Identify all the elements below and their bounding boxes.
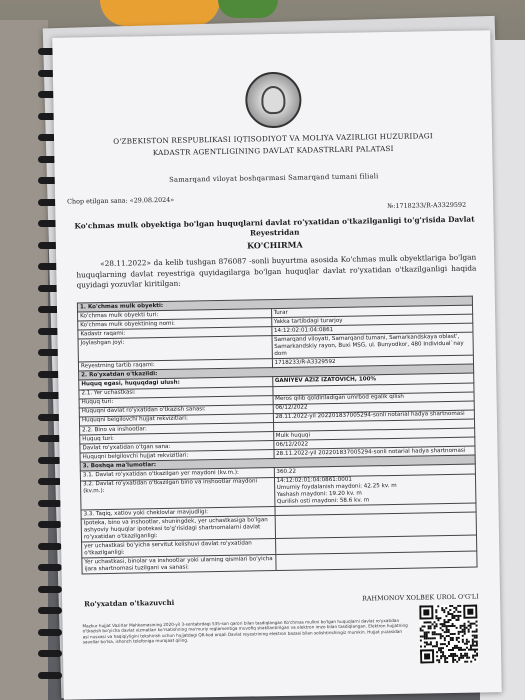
binding-ring — [38, 500, 62, 507]
binder-cover — [0, 20, 48, 700]
field-value: 360.22 — [274, 464, 476, 477]
field-value: Yakka tartibdagi turarjoy — [271, 314, 473, 327]
field-value: 14:12:02:01:04:0861:0001 Umumiy foydalanish maydoni: 42.25 kv. m Yashash maydoni: 19.20 kv. m Qurilish osti maydoni: 58.6 kv. m — [274, 474, 476, 507]
field-label: Huquqni belgilovchi hujjat rekvizitlari: — [79, 413, 273, 425]
document-title-line1: Ko'chmas mulk obyektiga bo'lgan huquqlarni davlat ro'yxatidan o'tkazilganligi to'g'risida Davlat — [74, 214, 475, 231]
field-label: Huquq turi: — [80, 432, 274, 444]
field-label: Ko'chmas mulk obyektining nomi: — [78, 318, 272, 330]
document-title-line2: Reyestridan — [249, 227, 300, 238]
field-value: Samarqand viloyati, Samarqand tumani, Samarkandskaya oblast', Samarkandskiy rayon, Buxi MSG, ul. Bunyodkor, 480 Individual`nay dom — [272, 332, 474, 358]
intro-paragraph: «28.11.2022» da kelib tushgan 876087 -sonli buyurtma asosida Ko'chmas mulk obyektlariga bo'lgan huquqlarning davlat reyestriga quyidagilarga bo'lgan huquqlar davlat ro'yxatidan o'tkazilganligi haqida quyidagi yozuvlar kiritilgan: — [76, 252, 477, 290]
registry-table — [77, 296, 478, 575]
section-heading: 1. Ko'chmas mulk obyekti: — [77, 296, 472, 312]
field-value: Mulk huquqi — [273, 428, 475, 441]
section-heading: 3. Boshqa ma'lumotlar: — [80, 455, 475, 471]
field-value: 14:12:02:01:04:0861 — [271, 323, 473, 336]
binding-ring — [38, 521, 62, 528]
binding-ring — [38, 672, 62, 679]
registrar-name: RAHMONOV XOLBEK UROL O'G'LI — [362, 592, 479, 603]
registrar-label: Ro'yxatdan o'tkazuvchi — [84, 597, 175, 609]
field-label: 2.2. Bino va inshootlar: — [80, 423, 274, 435]
field-value: 06/12/2022 — [273, 401, 475, 414]
field-value: 28.11.2022-yil 202201837005294-sonli notarial hadya shartnomasi — [274, 446, 476, 459]
field-label: Yer uchastkasi, binolar va inshootlar yoki ularning qismlari bo'yicha ijara shartnomasi tuzilgani va sanasi: — [82, 555, 276, 574]
field-label: Kadastr raqami: — [78, 327, 272, 339]
binding-ring — [38, 586, 62, 593]
field-value: Turar — [271, 305, 473, 318]
field-value: GANIYEV AZIZ IZATOVICH, 100% — [272, 374, 474, 387]
background-object-green — [218, 0, 278, 18]
document-page — [52, 30, 501, 700]
field-label: Reyestrning tartib raqami: — [78, 359, 272, 371]
binding-ring — [38, 650, 62, 657]
qr-code-icon — [419, 605, 478, 664]
binding-ring — [38, 607, 62, 614]
legal-fine-print: Mazkur hujjat Vazirlar Mahkamasining 2020-yil 3-sentabrdagi 535-son qarori bilan tasdiqlangan Ko'chmas mulkni bo'lgan huquqlarni davlat ro'yxatidan o'tkazish bo'yicha davlat xizmatlari ko'rsatishning ma'muriy reglamentiga muvofiq shakllantirilgan va elektron imzo bilan tasdiqlangan. Elektron hujjatning asl nusxasi va haqiqiyligini tekshirish uchun hujjatdagi QR-kod orqali Davlat reyestrining elektron bazasi bilan solishtirishingiz mumkin. Hujjat yuzasidan savollar bo'lsa, ishonch telefoniga murojaat qiling. — [82, 617, 408, 645]
binding-ring — [38, 543, 62, 550]
field-label: 3.2. Davlat ro'yxatidan o'tkazilgan bino va inshootlar maydoni (kv.m.): — [80, 477, 274, 510]
field-label: Ipoteka, bino va inshootlar, shuningdek, yer uchastkasiga bo'lgan ashyoviy huquqlar ipotekasi to'g'risidagi shartnomalarni davlat ro'yxatidan o'tkazilganligi: — [81, 516, 275, 542]
field-label: yer uchastkasi bo'yicha servitut kelishuvi davlat ro'yxatidan o'tkazilganligi: — [82, 539, 276, 558]
binding-ring — [38, 629, 62, 636]
field-label: Huquq turi: — [79, 395, 273, 407]
section-heading: 2. Ro'yxatdan o'tkazildi: — [79, 364, 474, 380]
print-date: Chop etilgan sana: «29.08.2024» — [67, 195, 175, 206]
document-number: №:1718233/R-A3329592 — [387, 200, 467, 211]
field-value: 1718233/R-A3329592 — [272, 355, 474, 368]
field-label: Huquqni davlat ro'yxatidan o'tkazish sanasi: — [79, 404, 273, 416]
field-value: Meros qilib qoldiriladigan umrbod egalik qilish — [273, 392, 475, 405]
field-label: Huquqni belgilovchi hujjat rekvizitlari: — [80, 450, 274, 462]
binding-ring — [38, 564, 62, 571]
field-label: 3.3. Taqiq, xatlov yoki cheklovlar mavjudligi: — [81, 507, 275, 519]
field-label: Huquq egasi, huquqdagi ulush: — [79, 377, 273, 389]
background-object-orange — [100, 0, 220, 26]
binding-ring — [38, 478, 62, 485]
field-label: Ko'chmas mulk obyekti turi: — [78, 309, 272, 321]
ministry-heading: O'ZBEKISTON RESPUBLIKASI IQTISODIYOT VA MOLIYA VAZIRLIGI HUZURIDAGI — [113, 131, 433, 146]
agency-heading: KADASTR AGENTLIGINING DAVLAT KADASTRLARI PALATASI — [152, 143, 394, 158]
field-label: 3.1. Davlat ro'yxatidan o'tkazilgan yer maydoni (kv.m.): — [80, 468, 274, 480]
binding-ring — [38, 457, 62, 464]
field-label: Davlat ro'yxatidan o'tgan sana: — [80, 441, 274, 453]
field-label: 2.1. Yer uchastkasi: — [79, 386, 273, 398]
branch-heading: Samarqand viloyat boshqarmasi Samarqand tumani filiali — [168, 172, 379, 184]
field-value: 28.11.2022-yil 202201837005294-sonli notarial hadya shartnomasi — [273, 410, 475, 423]
document-title-main: KO'CHIRMA — [247, 239, 303, 251]
field-value: 06/12/2022 — [273, 437, 475, 450]
state-emblem-icon — [245, 72, 302, 129]
field-value — [275, 551, 477, 571]
field-label: Joylashgan joyi: — [78, 336, 272, 362]
